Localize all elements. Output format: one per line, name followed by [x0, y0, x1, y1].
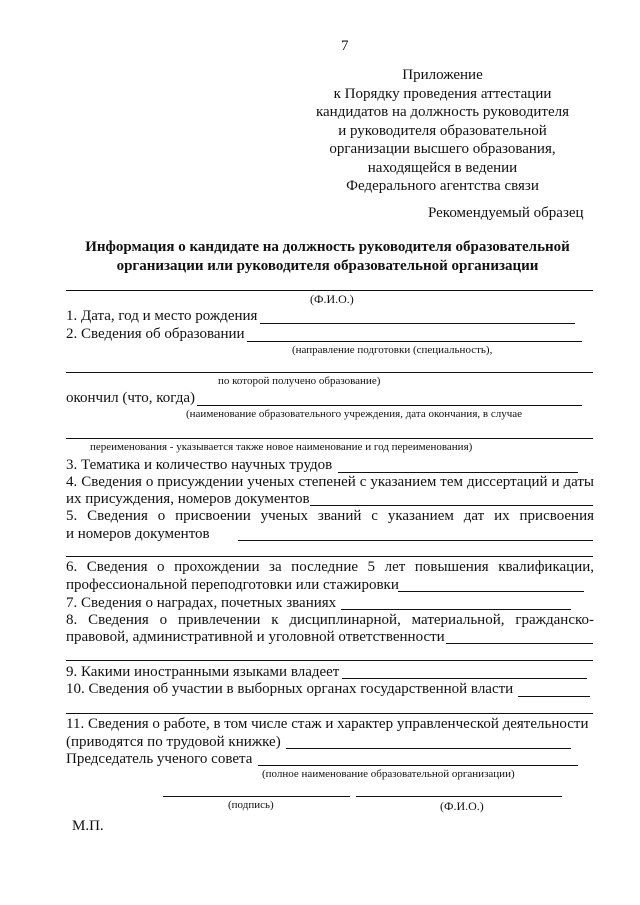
graduated-field-2[interactable] [66, 438, 593, 439]
appendix-line: Федерального агентства связи [346, 178, 539, 194]
item-6-line-2: профессиональной переподготовки или стажировки [66, 577, 399, 593]
recommended-sample: Рекомендуемый образец [428, 205, 584, 221]
item-10-label: 10. Сведения об участии в выборных органах государственной власти [66, 681, 514, 697]
item-5-field[interactable] [238, 540, 593, 541]
fio-signature-caption: (Ф.И.О.) [440, 799, 484, 813]
item-11-line-2: (приводятся по трудовой книжке) [66, 734, 281, 750]
appendix-line: находящейся в ведении [367, 159, 518, 176]
item-3-field[interactable] [338, 472, 578, 473]
item-2-hint: (направление подготовки (специальность), [292, 344, 493, 356]
item-7-label: 7. Сведения о наградах, почетных званиях [66, 595, 337, 611]
appendix-line: Приложение [402, 67, 483, 83]
appendix-block [300, 66, 585, 196]
signature-line[interactable] [163, 796, 350, 797]
item-2-field[interactable] [247, 341, 582, 342]
item-6-field[interactable] [398, 591, 584, 592]
graduated-hint: (наименование образовательного учреждения, дата окончания, в случае [186, 408, 522, 420]
item-8-line-2: правовой, административной и уголовной ответственности [66, 629, 445, 645]
item-11-field[interactable] [286, 748, 571, 749]
item-1-field[interactable] [260, 323, 575, 324]
item-5-line-1: 5. Сведения о присвоении ученых званий с указанием дат их присвоения [66, 508, 594, 524]
title-line: организации или руководителя образовательной организации [116, 258, 539, 274]
item-10-field-2[interactable] [66, 713, 593, 714]
graduated-field[interactable] [197, 405, 582, 406]
item-9-label: 9. Какими иностранными языками владеет [66, 664, 340, 680]
item-4-field[interactable] [310, 505, 593, 506]
item-10-field[interactable] [518, 696, 590, 697]
document-title [60, 238, 595, 276]
signature-caption: (подпись) [228, 799, 274, 811]
item-2-field-2[interactable] [66, 372, 593, 373]
item-8-line-1: 8. Сведения о привлечении к дисциплинарной, материальной, гражданско- [66, 612, 594, 628]
title-line: Информация о кандидате на должность руководителя образовательной [85, 239, 570, 255]
item-11-line-1: 11. Сведения о работе, в том числе стаж и характер управленческой деятельности [66, 716, 589, 732]
appendix-line: организации высшего образования, [329, 141, 556, 157]
page-number: 7 [341, 38, 349, 54]
item-2-hint: по которой получено образование) [218, 375, 381, 387]
item-9-field[interactable] [342, 678, 587, 679]
appendix-line: к Порядку проведения аттестации [333, 85, 552, 102]
item-8-field[interactable] [446, 643, 593, 644]
item-1-label: 1. Дата, год и место рождения [66, 308, 258, 324]
chair-hint: (полное наименование образовательной организации) [262, 768, 515, 780]
item-5-line-2: и номеров документов [66, 526, 210, 542]
fio-line [66, 290, 593, 291]
item-4-line-1: 4. Сведения о присуждении ученых степеней с указанием тем диссертаций и даты [66, 474, 594, 490]
item-7-field[interactable] [341, 609, 571, 610]
graduated-label: окончил (что, когда) [66, 390, 195, 406]
fio-signature-line[interactable] [356, 796, 562, 797]
chair-label: Председатель ученого совета [66, 751, 253, 767]
item-2-label: 2. Сведения об образовании [66, 326, 245, 342]
item-5-field-2[interactable] [66, 556, 593, 557]
chair-field[interactable] [258, 765, 578, 766]
item-4-line-2: их присуждения, номеров документов [66, 491, 310, 507]
graduated-hint: переименования - указывается также новое наименование и год переименования) [90, 441, 473, 453]
item-8-field-2[interactable] [66, 660, 593, 661]
item-6-line-1: 6. Сведения о прохождении за последние 5 лет повышения квалификации, [66, 559, 594, 575]
fio-caption: (Ф.И.О.) [310, 292, 354, 306]
item-3-label: 3. Тематика и количество научных трудов [66, 457, 333, 473]
appendix-line: и руководителя образовательной [338, 122, 547, 139]
stamp-place: М.П. [72, 818, 104, 834]
appendix-line: кандидатов на должность руководителя [315, 104, 570, 120]
